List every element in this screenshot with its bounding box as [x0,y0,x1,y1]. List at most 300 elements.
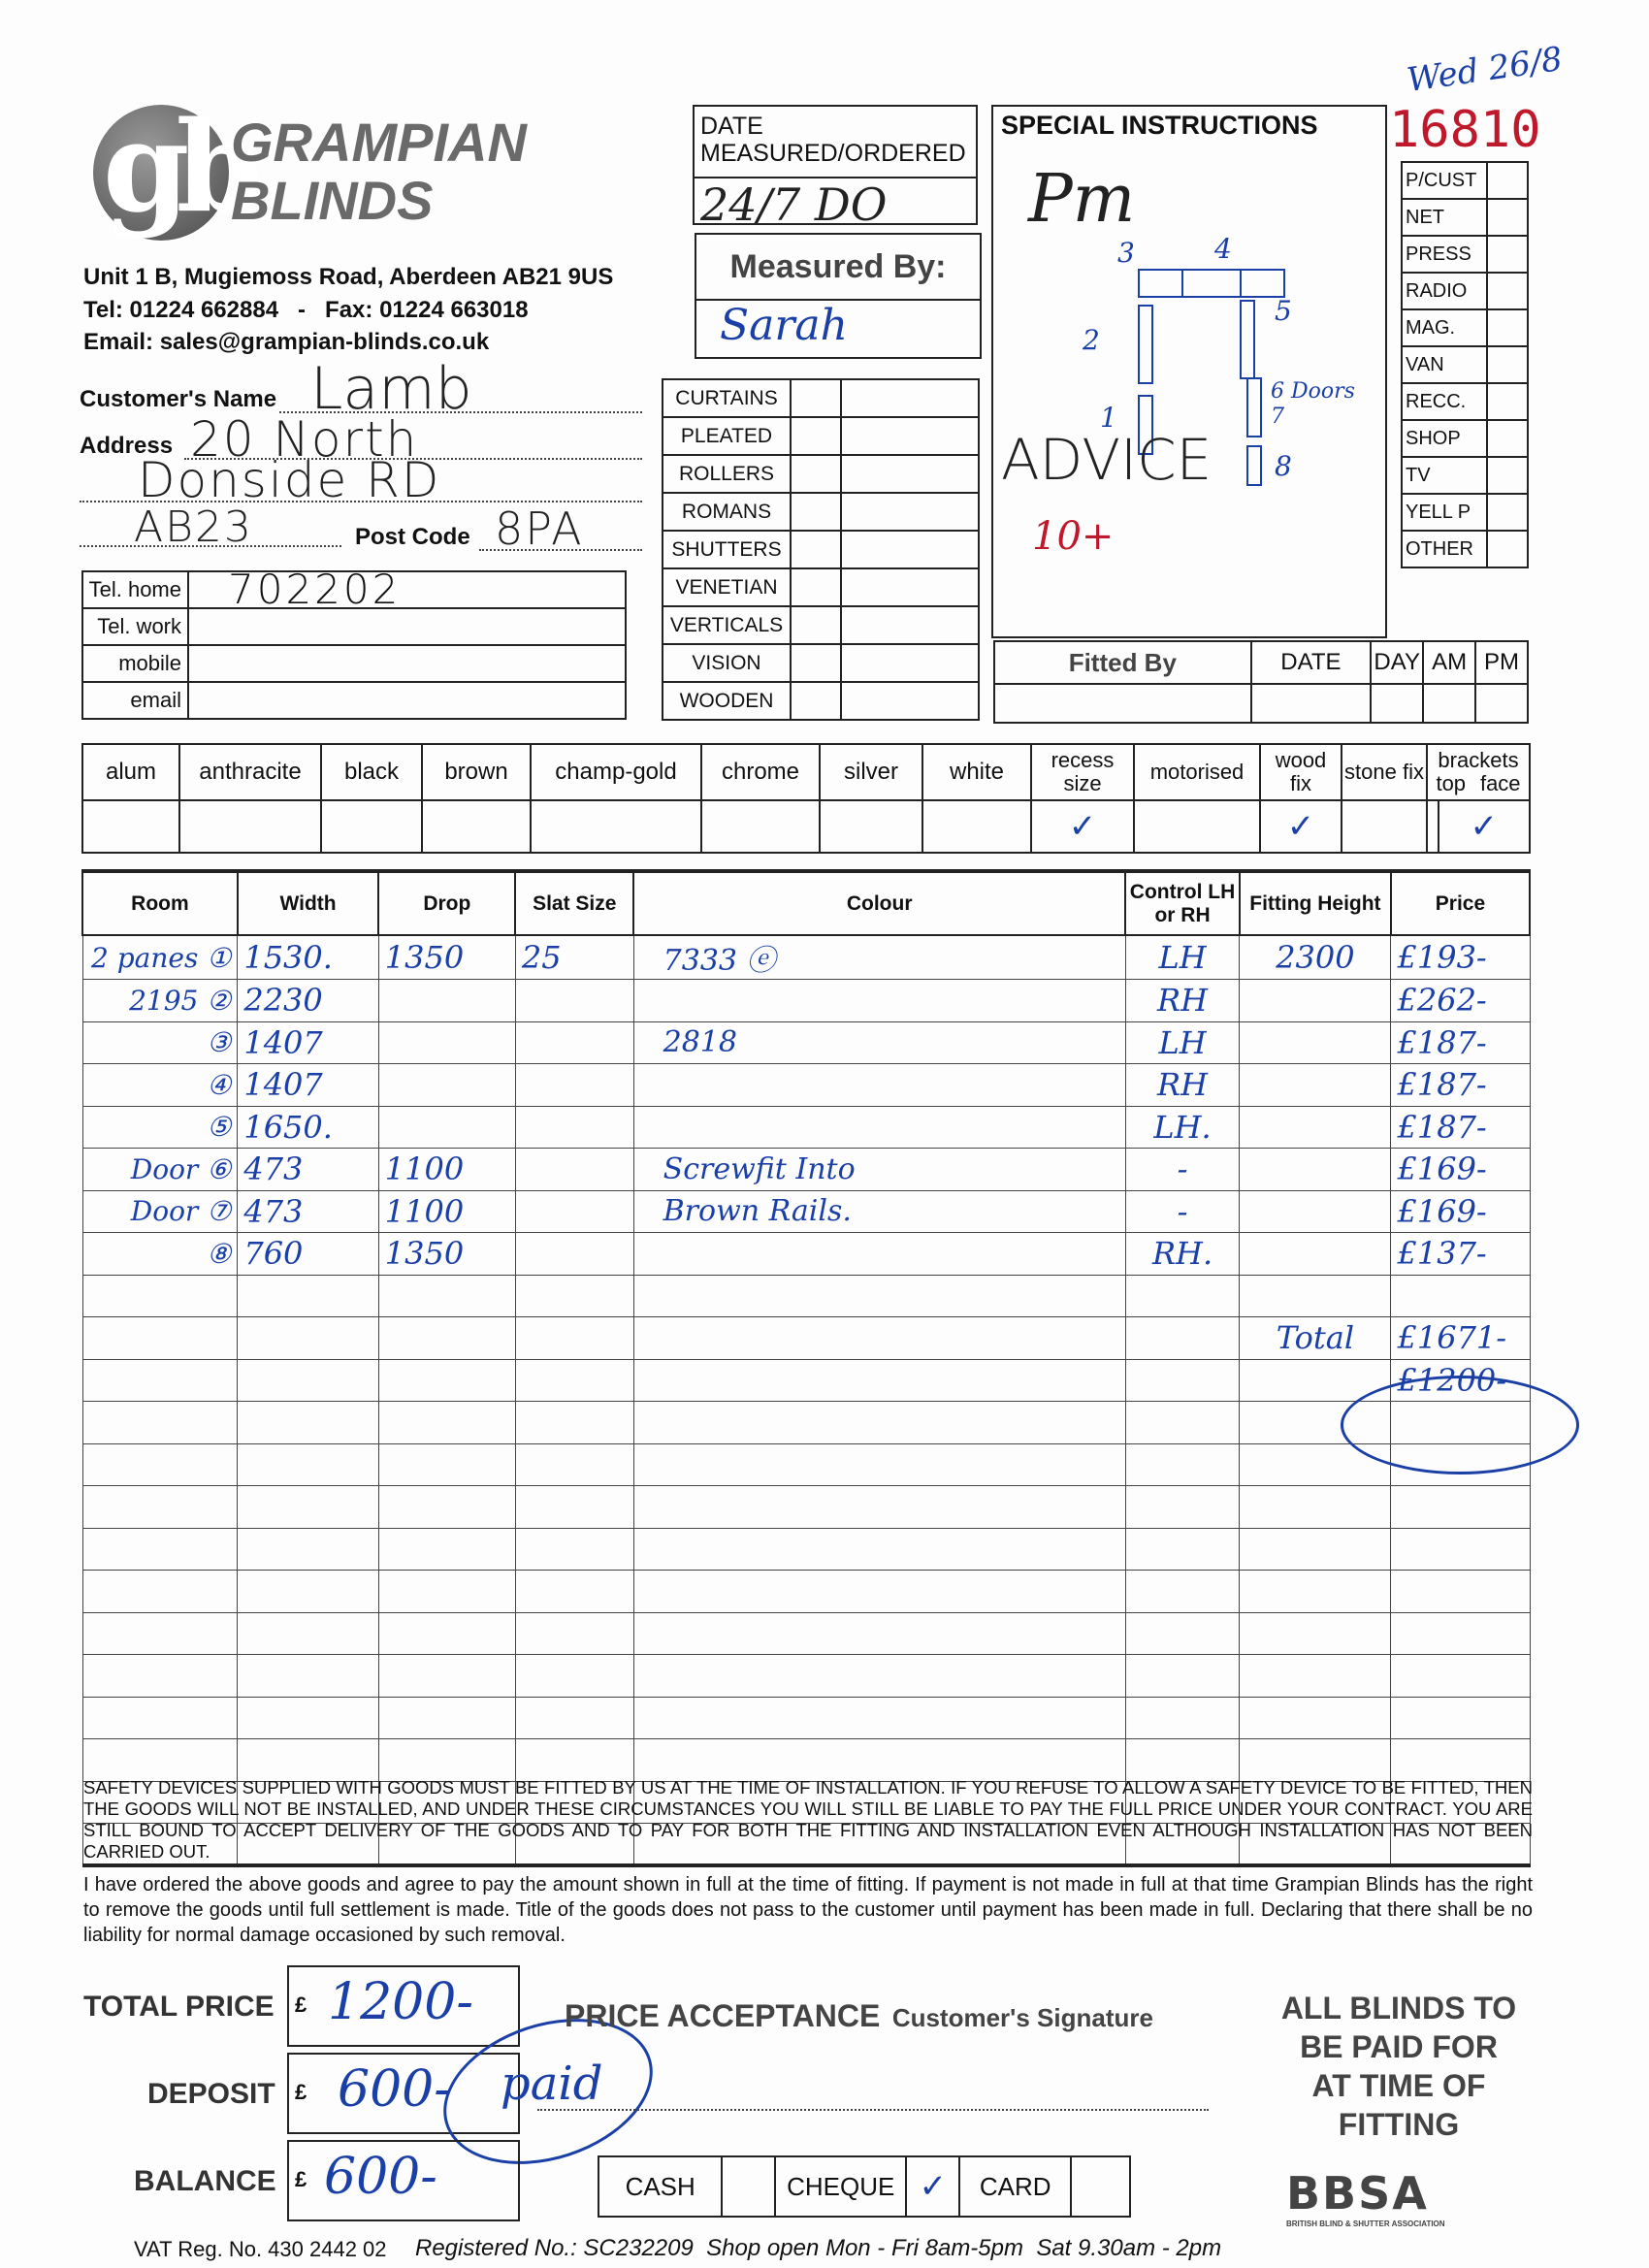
option-color-checkbox[interactable] [922,800,1031,853]
order-cell-price[interactable] [1391,1739,1530,1782]
product-note[interactable] [841,606,979,644]
order-row [82,1655,1530,1698]
order-cell-control[interactable] [1125,1402,1240,1444]
order-cell-control[interactable] [1125,1697,1240,1739]
order-cell-slat[interactable] [515,1275,633,1317]
order-row [82,1528,1530,1571]
option-color-checkbox[interactable] [82,800,179,853]
order-cell-drop[interactable]: 1100 [378,1190,515,1233]
order-cell-fit[interactable] [1240,1486,1391,1529]
order-cell-room[interactable] [82,1571,238,1613]
order-cell-width[interactable]: 1407 [238,1064,378,1107]
order-cell-control[interactable]: RH [1125,1064,1240,1107]
order-cell-colour[interactable]: 7333 ⓔ [633,935,1125,980]
order-cell-fit[interactable] [1240,1233,1391,1276]
order-cell-fit[interactable] [1240,980,1391,1022]
product-table [662,378,980,721]
order-cell-colour[interactable]: Screwfit Into [633,1149,1125,1191]
order-row [82,1486,1530,1529]
order-cell-slat[interactable] [515,1571,633,1613]
bbsa-logo [1286,2167,1519,2228]
order-cell-drop[interactable] [378,1359,515,1402]
product-checkbox[interactable] [791,644,841,682]
order-cell-control[interactable]: - [1125,1190,1240,1233]
phone-label: Tel. home [82,571,188,608]
special-instructions-label: SPECIAL INSTRUCTIONS [1001,111,1318,140]
order-cell-room[interactable]: Door ⑥ [82,1149,238,1191]
order-cell-slat[interactable] [515,1190,633,1233]
order-cell-colour[interactable] [633,1233,1125,1276]
total-price-value: 1200- [328,1973,473,2031]
order-cell-slat[interactable] [515,1021,633,1064]
notice-line3: AT TIME OF [1311,2068,1486,2103]
source-checkbox[interactable] [1487,346,1528,383]
order-row [82,1190,1530,1233]
order-cell-width[interactable] [238,1275,378,1317]
order-cell-width[interactable] [238,1359,378,1402]
source-checkbox[interactable] [1487,383,1528,420]
balance-value: 600- [324,2148,437,2206]
fitted-am-label: AM [1423,641,1475,684]
product-note[interactable] [841,531,979,568]
order-cell-price[interactable]: £187- [1391,1021,1530,1064]
order-cell-fit[interactable] [1240,1021,1391,1064]
order-cell-slat[interactable] [515,1655,633,1698]
option-stone-fix: stone fix [1342,744,1427,800]
brackets-face-checkbox[interactable] [1439,800,1530,853]
option-color-checkbox[interactable] [321,800,422,853]
order-cell-drop[interactable] [378,1317,515,1360]
order-cell-colour[interactable] [633,1739,1125,1782]
option-color-alum: alum [82,744,179,800]
balance-currency: £ [295,2167,307,2191]
product-note[interactable] [841,379,979,417]
order-cell-room[interactable] [82,1275,238,1317]
order-cell-fit[interactable] [1240,1612,1391,1655]
order-cell-room[interactable] [82,1443,238,1486]
order-cell-fit[interactable] [1240,1571,1391,1613]
source-checkbox[interactable] [1487,457,1528,494]
phone-label: email [82,682,188,719]
order-cell-width[interactable] [238,1402,378,1444]
order-cell-fit[interactable] [1240,1528,1391,1571]
order-cell-colour[interactable] [633,1402,1125,1444]
product-note[interactable] [841,568,979,606]
order-cell-slat[interactable] [515,1612,633,1655]
order-cell-drop[interactable] [378,1275,515,1317]
fitted-by-value[interactable] [994,684,1251,723]
sketch-label-67: 6 Doors [1271,379,1355,404]
order-cell-colour[interactable] [633,1317,1125,1360]
total-price-box[interactable] [287,1965,520,2047]
order-cell-slat[interactable] [515,1697,633,1739]
order-cell-slat[interactable] [515,1064,633,1107]
order-row [82,1612,1530,1655]
brackets-face-label: face [1479,771,1521,795]
order-cell-control[interactable]: LH [1125,1021,1240,1064]
order-cell-price[interactable]: £193- [1391,935,1530,980]
order-cell-price[interactable] [1391,1612,1530,1655]
order-cell-control[interactable] [1125,1275,1240,1317]
product-note[interactable] [841,682,979,720]
order-cell-width[interactable]: 1530. [238,935,378,980]
fitted-by-label: Fitted By [994,641,1251,684]
order-row [82,1233,1530,1276]
order-row [82,1149,1530,1191]
order-cell-room[interactable]: ③ [82,1021,238,1064]
order-cell-colour[interactable]: Brown Rails. [633,1190,1125,1233]
order-cell-slat[interactable] [515,1149,633,1191]
measured-by-label: Measured By: [696,235,980,301]
phone-value[interactable] [188,682,626,719]
order-cell-control[interactable]: LH [1125,935,1240,980]
order-cell-drop[interactable] [378,1064,515,1107]
fitted-date-value[interactable] [1251,684,1372,723]
order-cell-control[interactable] [1125,1655,1240,1698]
agreement-terms: I have ordered the above goods and agree to pay the amount shown in full at the time of fitting. If payment is not made in full at that time Grampian Blinds has the right to remove the goods until full settlement is made. Title of the goods does not pass to the customer until payment has been made in full. Declaring that there shall be no liability for normal damage occasioned by such removal. [83,1874,1533,1946]
order-cell-drop[interactable] [378,1528,515,1571]
order-cell-width[interactable]: 1407 [238,1021,378,1064]
order-cell-drop[interactable] [378,1021,515,1064]
sketch-label-4: 4 [1214,233,1232,265]
order-cell-fit[interactable] [1240,1275,1391,1317]
cheque-checkbox[interactable] [906,2156,959,2217]
order-cell-slat[interactable] [515,1359,633,1402]
order-cell-slat[interactable] [515,980,633,1022]
source-label: YELL P [1402,494,1487,531]
product-label: VENETIAN [663,568,791,606]
order-cell-room[interactable] [82,1697,238,1739]
option-color-checkbox[interactable] [422,800,531,853]
order-cell-width[interactable]: 1650. [238,1106,378,1149]
order-cell-drop[interactable] [378,1697,515,1739]
deposit-label: DEPOSIT [147,2078,275,2110]
cheque-check-mark: ✓ [919,2168,947,2205]
order-cell-drop[interactable]: 1350 [378,1233,515,1276]
sketch-label-7: 7 [1271,405,1284,429]
order-cell-width[interactable]: 760 [238,1233,378,1276]
note-advice: ADVICE [1001,427,1212,493]
order-cell-control[interactable]: RH. [1125,1233,1240,1276]
options-table [81,743,1531,854]
order-cell-drop[interactable] [378,1443,515,1486]
serial-number: 16810 [1389,101,1541,159]
order-cell-slat[interactable] [515,1106,633,1149]
order-cell-slat[interactable] [515,1317,633,1360]
order-cell-width[interactable]: 2230 [238,980,378,1022]
cash-label: CASH [598,2156,722,2217]
order-row [82,1275,1530,1317]
order-cell-fit[interactable]: Total [1240,1317,1391,1360]
company-address: Unit 1 B, Mugiemoss Road, Aberdeen AB21 9US [83,264,614,290]
brackets-top-checkbox[interactable] [1427,800,1439,853]
top-date-note: Wed 26/8 [1405,39,1566,101]
order-cell-colour[interactable] [633,1275,1125,1317]
order-cell-price[interactable] [1391,1655,1530,1698]
option-color-checkbox[interactable] [820,800,922,853]
order-cell-colour[interactable] [633,1697,1125,1739]
order-table [81,869,1531,1867]
deposit-currency: £ [295,2080,307,2104]
phone-value[interactable] [188,645,626,682]
fitted-day-value[interactable] [1371,684,1423,723]
order-cell-drop[interactable]: 1350 [378,935,515,980]
order-cell-price[interactable] [1391,1275,1530,1317]
company-name-line1: GRAMPIAN [231,112,527,173]
order-cell-colour[interactable] [633,1528,1125,1571]
order-cell-width[interactable] [238,1528,378,1571]
product-checkbox[interactable] [791,606,841,644]
option-wood-fix-checkbox[interactable] [1260,800,1342,853]
total-price-label: TOTAL PRICE [83,1991,275,2023]
order-cell-fit[interactable] [1240,1190,1391,1233]
order-cell-colour[interactable] [633,1359,1125,1402]
order-cell-control[interactable]: - [1125,1149,1240,1191]
order-cell-width[interactable] [238,1655,378,1698]
product-checkbox[interactable] [791,455,841,493]
card-label: CARD [959,2156,1071,2217]
order-cell-price[interactable]: £187- [1391,1106,1530,1149]
order-row [82,1064,1530,1107]
card-checkbox[interactable] [1071,2156,1130,2217]
order-cell-price[interactable]: £169- [1391,1149,1530,1191]
source-label: MAG. [1402,309,1487,346]
order-row [82,1359,1530,1402]
source-label: NET [1402,199,1487,236]
order-cell-slat[interactable]: 25 [515,935,633,980]
product-checkbox[interactable] [791,417,841,455]
source-checkbox[interactable] [1487,494,1528,531]
cheque-label: CHEQUE [775,2156,906,2217]
sketch-label-2: 2 [1083,324,1100,356]
product-note[interactable] [841,493,979,531]
option-color-brown: brown [422,744,531,800]
order-cell-fit[interactable] [1240,1064,1391,1107]
order-cell-control[interactable]: LH. [1125,1106,1240,1149]
order-cell-control[interactable] [1125,1739,1240,1782]
order-cell-drop[interactable] [378,1612,515,1655]
order-cell-colour[interactable] [633,1486,1125,1529]
date-measured-label: DATE MEASURED/ORDERED [695,107,976,178]
order-header: Drop [378,871,515,935]
order-cell-price[interactable]: £137- [1391,1233,1530,1276]
order-row [82,1739,1530,1782]
order-cell-fit[interactable]: 2300 [1240,935,1391,980]
order-cell-fit[interactable] [1240,1149,1391,1191]
circled-agreed-price [1341,1376,1579,1474]
source-checkbox[interactable] [1487,273,1528,309]
special-instructions-box [991,105,1387,638]
notice-line2: BE PAID FOR [1300,2029,1498,2064]
order-cell-width[interactable] [238,1571,378,1613]
product-checkbox[interactable] [791,682,841,720]
source-label: SHOP [1402,420,1487,457]
order-cell-fit[interactable] [1240,1739,1391,1782]
notice-line1: ALL BLINDS TO [1280,1991,1517,2025]
order-cell-price[interactable]: £169- [1391,1190,1530,1233]
balance-label: BALANCE [134,2165,276,2197]
order-cell-width[interactable] [238,1317,378,1360]
order-cell-control[interactable] [1125,1528,1240,1571]
order-cell-price[interactable] [1391,1486,1530,1529]
order-cell-room[interactable]: ⑧ [82,1233,238,1276]
payment-notice [1224,1989,1573,2144]
order-cell-room[interactable] [82,1486,238,1529]
order-row [82,1697,1530,1739]
order-cell-colour[interactable] [633,1443,1125,1486]
order-cell-colour[interactable] [633,1064,1125,1107]
check-mark: ✓ [1068,808,1097,845]
order-cell-room[interactable] [82,1317,238,1360]
order-cell-room[interactable] [82,1655,238,1698]
order-cell-drop[interactable] [378,980,515,1022]
product-checkbox[interactable] [791,379,841,417]
order-cell-control[interactable] [1125,1443,1240,1486]
order-row [82,1571,1530,1613]
source-checkbox[interactable] [1487,531,1528,567]
order-cell-room[interactable]: ⑤ [82,1106,238,1149]
order-cell-room[interactable]: 2195 ② [82,980,238,1022]
order-cell-width[interactable] [238,1443,378,1486]
date-measured-box [693,105,978,231]
order-cell-slat[interactable] [515,1402,633,1444]
order-cell-slat[interactable] [515,1233,633,1276]
order-cell-control[interactable]: RH [1125,980,1240,1022]
source-checkbox[interactable] [1487,236,1528,273]
product-checkbox[interactable] [791,531,841,568]
address-label: Address [80,433,174,459]
order-cell-colour[interactable] [633,1106,1125,1149]
option-motorised-checkbox[interactable] [1134,800,1260,853]
order-cell-drop[interactable] [378,1655,515,1698]
order-cell-fit[interactable] [1240,1106,1391,1149]
source-checkbox[interactable] [1487,162,1528,199]
order-cell-control[interactable] [1125,1317,1240,1360]
order-cell-room[interactable] [82,1739,238,1782]
option-color-white: white [922,744,1031,800]
order-cell-control[interactable] [1125,1612,1240,1655]
fitted-am-value[interactable] [1423,684,1475,723]
order-cell-width[interactable]: 473 [238,1149,378,1191]
order-cell-drop[interactable] [378,1571,515,1613]
option-recess-size-checkbox[interactable] [1031,800,1134,853]
order-cell-control[interactable] [1125,1486,1240,1529]
option-color-checkbox[interactable] [179,800,321,853]
order-cell-drop[interactable] [378,1739,515,1782]
order-cell-slat[interactable] [515,1443,633,1486]
sketch-label-1: 1 [1100,402,1117,434]
order-cell-width[interactable] [238,1739,378,1782]
order-cell-room[interactable] [82,1528,238,1571]
source-checkbox[interactable] [1487,199,1528,236]
product-label: CURTAINS [663,379,791,417]
order-cell-room[interactable]: Door ⑦ [82,1190,238,1233]
signature-line[interactable] [537,2109,1209,2111]
source-checkbox[interactable] [1487,309,1528,346]
option-color-chrome: chrome [701,744,820,800]
order-cell-room[interactable] [82,1612,238,1655]
product-label: SHUTTERS [663,531,791,568]
order-cell-width[interactable]: 473 [238,1190,378,1233]
order-cell-width[interactable] [238,1612,378,1655]
phone-value[interactable]: 702202 [188,571,626,608]
balance-box[interactable] [287,2140,520,2221]
option-stone-fix-checkbox[interactable] [1342,800,1427,853]
product-checkbox[interactable] [791,493,841,531]
fitted-date-label: DATE [1251,641,1372,684]
order-cell-colour[interactable] [633,980,1125,1022]
bbsa-logo-sub: BRITISH BLIND & SHUTTER ASSOCIATION [1286,2219,1445,2228]
order-cell-fit[interactable] [1240,1697,1391,1739]
order-header: Fitting Height [1240,871,1391,935]
order-cell-price[interactable] [1391,1697,1530,1739]
sketch-label-3: 3 [1117,237,1135,269]
product-label: WOODEN [663,682,791,720]
order-cell-drop[interactable] [378,1402,515,1444]
order-cell-drop[interactable] [378,1106,515,1149]
order-cell-control[interactable] [1125,1359,1240,1402]
order-cell-colour[interactable]: 2818 [633,1021,1125,1064]
order-cell-control[interactable] [1125,1571,1240,1613]
order-cell-room[interactable] [82,1359,238,1402]
bbsa-logo-text: BBSA [1286,2167,1429,2219]
order-cell-width[interactable] [238,1697,378,1739]
order-cell-fit[interactable] [1240,1655,1391,1698]
product-note[interactable] [841,644,979,682]
source-checkbox[interactable] [1487,420,1528,457]
order-cell-price[interactable] [1391,1528,1530,1571]
order-header: Width [238,871,378,935]
order-cell-price[interactable]: £1671- [1391,1317,1530,1360]
order-cell-drop[interactable] [378,1486,515,1529]
measured-by-box [695,233,982,359]
order-cell-colour[interactable] [633,1571,1125,1613]
order-cell-slat[interactable] [515,1739,633,1782]
order-cell-slat[interactable] [515,1486,633,1529]
cash-checkbox[interactable] [722,2156,775,2217]
phone-value[interactable] [188,608,626,645]
company-name-line2: BLINDS [231,170,434,231]
vat-number: VAT Reg. No. 430 2442 02 [134,2237,387,2261]
phone-table [81,566,627,720]
order-cell-price[interactable] [1391,1571,1530,1613]
order-cell-room[interactable] [82,1402,238,1444]
product-checkbox[interactable] [791,568,841,606]
fitted-pm-value[interactable] [1475,684,1528,723]
order-cell-drop[interactable]: 1100 [378,1149,515,1191]
product-note[interactable] [841,455,979,493]
order-cell-room[interactable]: 2 panes ① [82,935,238,980]
option-color-checkbox[interactable] [701,800,820,853]
order-row [82,1106,1530,1149]
order-cell-price[interactable]: £187- [1391,1064,1530,1107]
order-cell-width[interactable] [238,1486,378,1529]
source-checklist [1401,161,1529,568]
order-cell-colour[interactable] [633,1612,1125,1655]
measured-by-value: Sarah [720,301,848,350]
check-mark: ✓ [1470,808,1499,845]
total-currency: £ [295,1993,307,2017]
option-color-checkbox[interactable] [531,800,701,853]
order-cell-price[interactable]: £262- [1391,980,1530,1022]
order-cell-slat[interactable] [515,1528,633,1571]
order-cell-colour[interactable] [633,1655,1125,1698]
check-mark: ✓ [1286,808,1315,845]
customer-name-label: Customer's Name [80,386,277,412]
order-cell-room[interactable]: ④ [82,1064,238,1107]
order-cell-price[interactable]: £1200- [1391,1359,1530,1402]
product-note[interactable] [841,417,979,455]
